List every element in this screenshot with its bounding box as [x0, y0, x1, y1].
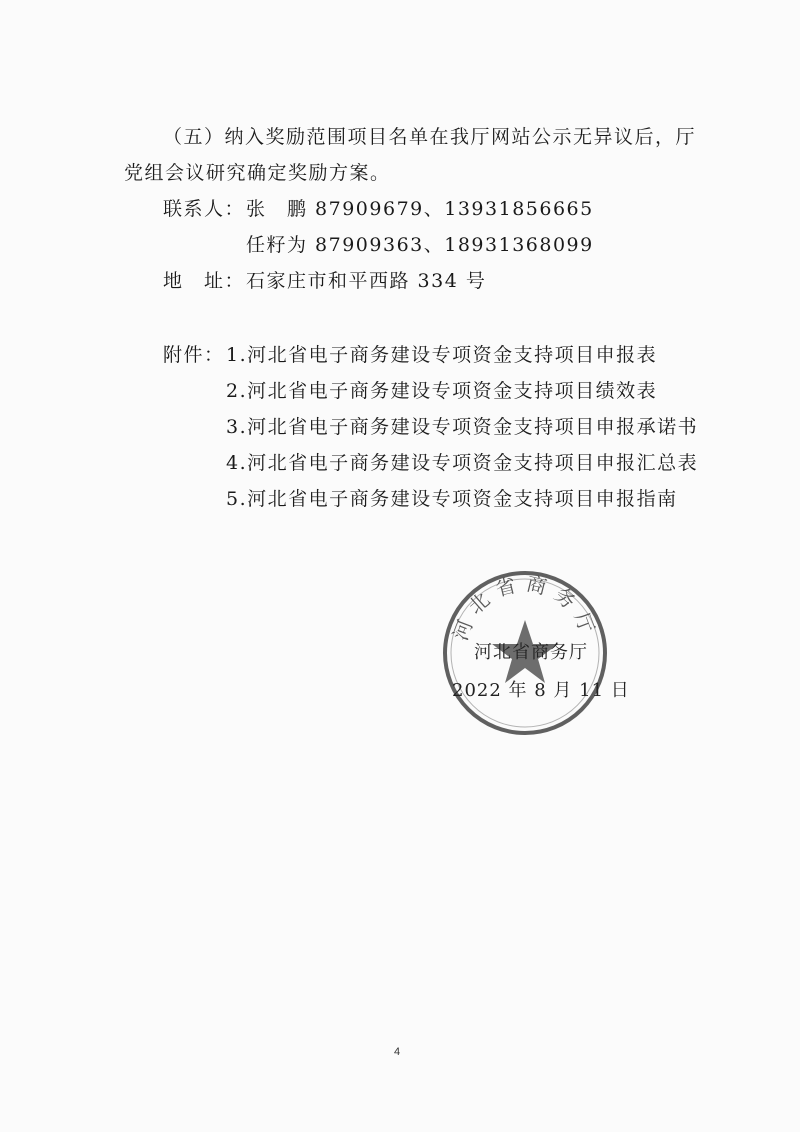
attachment-item-1: 1.河北省电子商务建设专项资金支持项目申报表: [226, 344, 658, 366]
para5-line2: 党组会议研究确定奖励方案。: [124, 162, 391, 184]
contact-label: 联系人：: [163, 198, 246, 220]
attachment-item-4: 4.河北省电子商务建设专项资金支持项目申报汇总表: [226, 452, 699, 474]
signature-date: 2022 年 8 月 11 日: [452, 680, 630, 701]
page-number: 4: [394, 1046, 401, 1058]
signature-org: 河北省商务厅: [474, 642, 588, 663]
attachment-item-3: 3.河北省电子商务建设专项资金支持项目申报承诺书: [226, 416, 699, 438]
seal-text: 河北省商务厅: [448, 571, 602, 644]
attachment-item-5: 5.河北省电子商务建设专项资金支持项目申报指南: [226, 488, 678, 510]
address-label: 地 址：: [163, 270, 246, 292]
address-value: 石家庄市和平西路 334 号: [246, 270, 487, 292]
contact-2: 任籽为 87909363、18931368099: [246, 234, 594, 256]
para5-line1: （五）纳入奖励范围项目名单在我厅网站公示无异议后，厅: [163, 126, 697, 148]
attachments-label: 附件：: [163, 344, 225, 366]
attachment-item-2: 2.河北省电子商务建设专项资金支持项目绩效表: [226, 380, 658, 402]
contact-1: 张 鹏 87909679、13931856665: [246, 198, 594, 220]
